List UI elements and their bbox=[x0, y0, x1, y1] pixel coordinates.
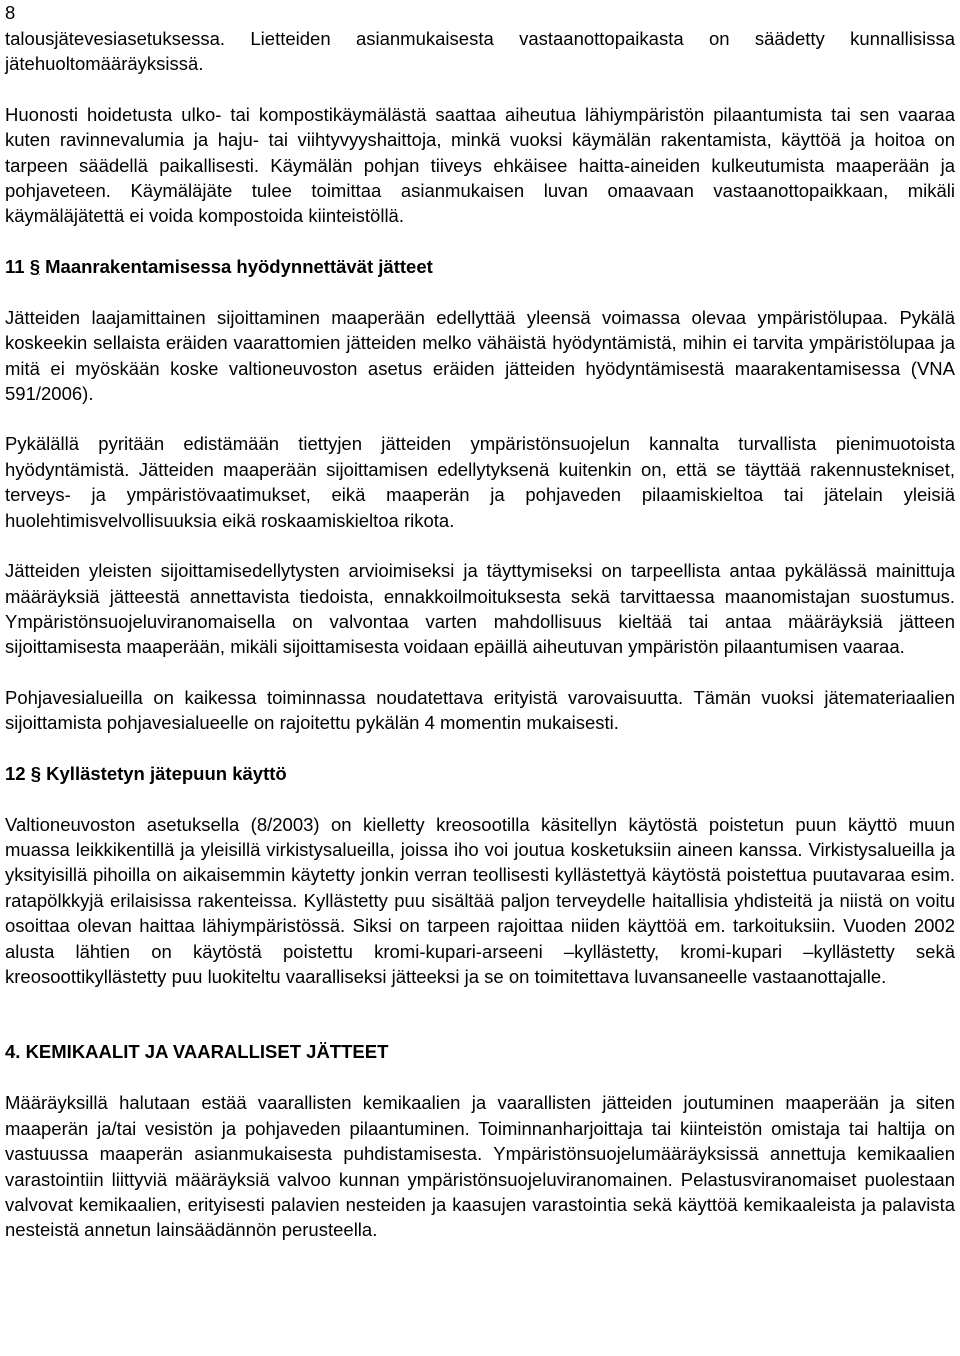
paragraph-chemicals: Määräyksillä halutaan estää vaarallisten kemikaalien ja vaarallisten jätteiden joutuminen maaperään ja siten maaperän ja/tai vesistön ja pohjaveden pilaantuminen. Toiminnanharjoittaja tai kiinteistön omistaja tai haltija on vastuussa maaperän asianmukaisesta puhdistamisesta. Ympäristönsuojelumääräyksissä annettuja kemikaalien varastointiin liittyviä määräyksiä valvoo kunnan ympäristönsuojeluviranomainen. Pelastusviranomaiset puolestaan valvovat kemikaalien, erityisesti palavien nesteiden ja kaasujen varastointia sekä käyttöä kemikaaleista ja palavista nesteistä annetun lainsäädännön perusteella. bbox=[5, 1092, 955, 1241]
paragraph-section-aim: Pykälällä pyritään edistämään tiettyjen jätteiden ympäristönsuojelun kannalta turvallista pienimuotoista hyödyntämistä. Jätteiden maaperään sijoittamisen edellytyksenä kuitenkin on, että se täyttää rakennustekniset, terveys- ja ympäristövaatimukset, eikä maaperän ja pohjaveden pilaamiskieltoa tai jätelain yleisiä huolehtimisvelvollisuuksia eikä roskaamiskieltoa rikota. bbox=[5, 433, 955, 531]
paragraph-impregnated-wood: Valtioneuvoston asetuksella (8/2003) on kielletty kreosootilla käsitellyn käytöstä poistetun puun käyttö muun muassa leikkikentillä ja yleisillä virkistysalueilla, joissa iho voi joutua kosketuksiin aineen kanssa. Virkistysalueilla ja yksityisillä pihoilla on aikaisemmin käytetty jonkin verran teollisesti kyllästettyä käytöstä poistettua puutavaraa esim. ratapölkkyjä erilaisissa rakenteissa. Kyllästetty puu sisältää paljon terveydelle haitallisia yhdisteitä ja niistä on voitu osoittaa olevan haittaa lähiympäristössä. Siksi on tarpeen rajoittaa niiden käyttöä em. tarkoituksiin. Vuoden 2002 alusta lähtien on käytöstä poistettu kromi-kupari-arseeni –kyllästetty, kromi-kupari –kyllästetty sekä kreosoottikyllästetty puu luokiteltu vaaralliseksi jätteeksi ja se on toimitettava luvansaneelle vastaanottajalle. bbox=[5, 813, 955, 987]
section-heading-11 bbox=[5, 254, 955, 280]
section-title: Kyllästetyn jätepuun käyttö bbox=[46, 762, 287, 784]
section-title: Maanrakentamisessa hyödynnettävät jätteet bbox=[45, 255, 433, 277]
paragraph-groundwater-areas: Pohjavesialueilla on kaikessa toiminnassa noudatettava erityistä varovaisuutta. Tämän vuoksi jätemateriaalien sijoittamista pohjavesialueelle on rajoitettu pykälän 4 momentin mukaisesti. bbox=[5, 686, 955, 734]
chapter-heading-4: 4. KEMIKAALIT JA VAARALLISET JÄTTEET bbox=[5, 1041, 389, 1063]
page-number: 8 bbox=[5, 2, 16, 23]
section-number: 12 bbox=[5, 762, 26, 784]
paragraph-placement-conditions: Jätteiden yleisten sijoittamisedellytysten arvioimiseksi ja täyttymiseksi on tarpeellista antaa pykälässä mainittuja määräyksiä jätteestä annettavista tiedoista, ennakkoilmoituksesta sekä tarvittaessa maanomistajan suostumus. Ympäristönsuojeluviranomaisella on valvontaa varten mahdollisuus kieltää tai antaa määräyksiä jätteen sijoittamisesta maaperään, mikäli sijoittamisesta voidaan epäillä aiheutuvan ympäristön pilaantumisen vaaraa. bbox=[5, 560, 955, 658]
document-page bbox=[5, 0, 955, 1243]
section-symbol: § bbox=[29, 255, 40, 277]
paragraph-waste-placement: Jätteiden laajamittainen sijoittaminen maaperään edellyttää yleensä voimassa olevaa ympäristölupaa. Pykälä koskeekin sellaista eräiden vaarattomien jätteiden melko vähäistä hyödyntämistä, mihin ei tarvita ympäristölupaa ja mitä ei myöskään koske valtioneuvoston asetus eräiden jätteiden hyödyntämisestä maarakentamisessa (VNA 591/2006). bbox=[5, 306, 955, 405]
paragraph-septic-sludge: talousjätevesiasetuksessa. Lietteiden asianmukaisesta vastaanottopaikasta on säädetty kunnallisissa jätehuoltomääräyksissä. bbox=[5, 28, 955, 75]
section-number: 11 bbox=[5, 255, 25, 277]
section-symbol: § bbox=[30, 762, 42, 784]
paragraph-outhouse: Huonosti hoidetusta ulko- tai kompostikäymälästä saattaa aiheutua lähiympäristön pilaantumista tai sen vaaraa kuten ravinnevalumia ja haju- tai viihtyvyyshaittoja, minkä vuoksi käymälän rakentamista, käyttöä ja hoitoa on tarpeen säädellä paikallisesti. Käymälän pohjan tiiveys ehkäisee haitta-aineiden kulkeutumista maaperään ja pohjaveteen. Käymäläjäte tulee toimittaa asianmukaisen luvan omaavaan vastaanottopaikkaan, mikäli käymäläjätettä ei voida kompostoida kiinteistöllä. bbox=[5, 103, 955, 227]
section-heading-12 bbox=[5, 761, 955, 787]
